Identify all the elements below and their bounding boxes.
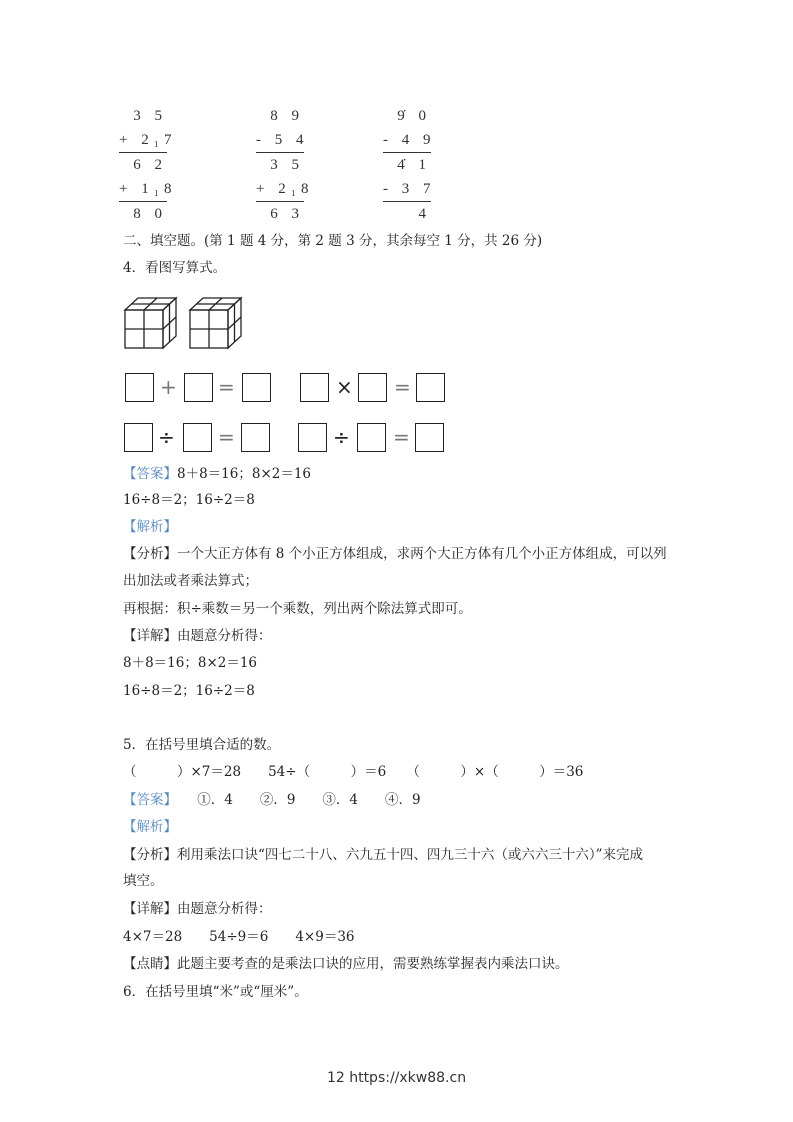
analysis-line: 【点睛】此题主要考查的是乘法口诀的应用，需要熟练掌握表内乘法口诀。: [123, 956, 569, 972]
section-heading: 二、填空题。(第 1 题 4 分，第 2 题 3 分，其余每空 1 分，共 26 分): [123, 233, 543, 249]
answer-box[interactable]: [300, 373, 329, 402]
analysis-line: 【详解】由题意分析得：: [123, 901, 272, 917]
q5-title: 5．在括号里填合适的数。: [123, 737, 281, 753]
analysis-line: 4×7＝28 54÷9＝6 4×9＝36: [123, 929, 355, 945]
analysis-label: 【解析】: [123, 819, 177, 835]
cube-icon: [190, 298, 241, 348]
answer-label: 【答案】: [123, 466, 177, 482]
q4-title: 4．看图写算式。: [123, 260, 227, 276]
divide-sign: ÷: [158, 425, 175, 449]
cubes-figure: [123, 296, 248, 352]
answer-box[interactable]: [415, 423, 444, 452]
vertical-calc-1: [119, 104, 177, 226]
equals-sign: =: [393, 425, 410, 449]
q5-answer: [123, 791, 421, 809]
calc-row: 3 5: [270, 157, 304, 173]
divide-sign: ÷: [333, 425, 350, 449]
answer-box[interactable]: [125, 373, 154, 402]
times-sign: ×: [336, 375, 353, 399]
calc-row: + 1₁8: [119, 177, 167, 202]
answer-text: 16÷8＝2；16÷2＝8: [123, 492, 255, 508]
calc-row: 4̇ 1: [397, 157, 431, 173]
calc-row: 6 3: [270, 206, 304, 222]
analysis-label: 【解析】: [123, 519, 177, 535]
cube-icon: [125, 298, 176, 348]
calc-row: 9̇ 0: [397, 108, 431, 124]
equals-sign: =: [394, 375, 411, 399]
answer-box[interactable]: [184, 373, 213, 402]
calc-row: 3 5: [133, 108, 167, 124]
calc-row: - 5 4: [256, 128, 304, 153]
analysis-line: 出加法或者乘法算式；: [123, 573, 258, 589]
analysis-line: 【分析】利用乘法口诀“四七二十八、六九五十四、四九三十六（或六六三十六）”来完成: [123, 847, 644, 863]
analysis-line: 填空。: [123, 873, 164, 889]
page-footer: 12 https://xkw88.cn: [326, 1070, 467, 1086]
vertical-calc-3: [383, 104, 436, 226]
equals-sign: =: [218, 375, 235, 399]
answer-box[interactable]: [241, 423, 270, 452]
q4-answer: [123, 465, 311, 483]
calc-row: 4: [418, 206, 431, 222]
analysis-line: 16÷8＝2；16÷2＝8: [123, 683, 255, 699]
answer-box[interactable]: [357, 423, 386, 452]
q5-question: （ ）×7＝28 54÷（ ）＝6 （ ）×（ ）＝36: [123, 764, 584, 780]
calc-row: - 4 9: [383, 128, 431, 153]
vertical-calc-2: [256, 104, 314, 226]
calc-row: 8 9: [270, 108, 304, 124]
analysis-line: 再根据：积÷乘数＝另一个乘数，列出两个除法算式即可。: [123, 601, 472, 617]
calc-row: + 2₁8: [256, 177, 304, 202]
answer-box[interactable]: [358, 373, 387, 402]
answer-box[interactable]: [183, 423, 212, 452]
calc-row: 8 0: [133, 206, 167, 222]
answer-box[interactable]: [416, 373, 445, 402]
analysis-line: 8＋8＝16；8×2＝16: [123, 655, 258, 671]
equals-sign: =: [218, 425, 235, 449]
answer-label: 【答案】: [123, 792, 171, 808]
answer-box[interactable]: [242, 373, 271, 402]
answer-text: ①．4 ②．9 ③．4 ④．9: [170, 792, 421, 808]
analysis-line: 【分析】一个大正方体有 8 个小正方体组成，求两个大正方体有几个小正方体组成，可以列: [123, 546, 667, 562]
answer-box[interactable]: [298, 423, 327, 452]
answer-box[interactable]: [124, 423, 153, 452]
calc-row: + 2₁7: [119, 128, 167, 153]
answer-text: 8＋8＝16；8×2＝16: [177, 466, 312, 482]
calc-row: 6 2: [133, 157, 167, 173]
q6-title: 6．在括号里填“米”或“厘米”。: [123, 984, 308, 1000]
plus-sign: +: [160, 375, 177, 399]
calc-row: - 3 7: [383, 177, 431, 202]
analysis-line: 【详解】由题意分析得：: [123, 628, 272, 644]
